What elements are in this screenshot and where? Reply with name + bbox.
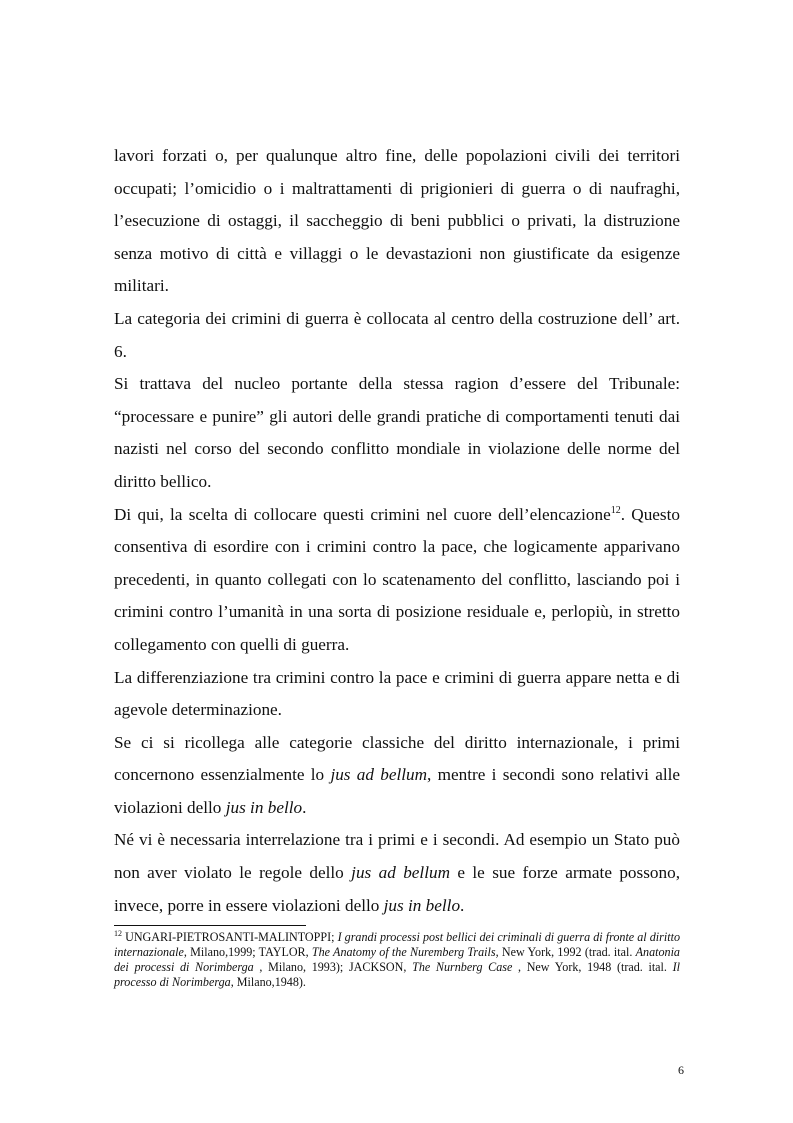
text-run: Si trattava del nucleo portante della stessa ragion d’essere del Tribunale: “processare e punire” gli autori delle grandi pratiche di comportamenti tenuti dai nazisti nel corso del secondo conflitto mondiale in violazione delle norme del diritto bellico.: [114, 374, 680, 491]
text-run: e le sue forze armate possono, invece, porre in essere violazioni dello: [114, 863, 680, 915]
body-text: [114, 140, 680, 922]
text-run: lavori forzati o, per qualunque altro fine, delle popolazioni civili dei territori occupati; l’omicidio o i maltrattamenti di prigionieri di guerra o di naufraghi, l’esecuzione di ostaggi, il saccheggio di beni pubblici o privati, la distruzione senza motivo di città e villaggi o le devastazioni non giustificate da esigenze militari.: [114, 146, 680, 296]
body-paragraph: [114, 824, 680, 922]
text-run: , Milano, 1993); JACKSON,: [253, 960, 413, 974]
text-run: New York, 1992 (trad. ital.: [498, 945, 636, 959]
italic-term: jus ad bellum: [330, 765, 428, 785]
text-run: , mentre i secondi sono relativi alle violazioni dello: [114, 765, 681, 817]
text-run: La differenziazione tra crimini contro la pace e crimini di guerra appare netta e di agevole determinazione.: [114, 667, 680, 720]
text-run: . Questo consentiva di esordire con i crimini contro la pace, che logicamente apparivano precedenti, in quanto collegati con lo scatenamento del conflitto, lasciando poi i crimini contro l’umanità in una sorta di posizione residuale e, perlopiù, in stretto collegamento con quelli di guerra.: [114, 504, 680, 654]
italic-term: jus in bello: [225, 797, 303, 817]
body-paragraph: [114, 662, 680, 727]
text-run: Se ci si ricollega alle categorie classiche del diritto internazionale, i primi concernono essenzialmente lo: [114, 732, 680, 785]
text-run: .: [460, 895, 465, 915]
italic-term: I grandi processi post bellici dei criminali di guerra di fronte al diritto internazionale: [114, 930, 680, 959]
italic-term: jus ad bellum: [351, 863, 450, 883]
text-run: , Milano,1948).: [230, 975, 306, 989]
text-run: , New York, 1948 (trad. ital.: [512, 960, 673, 974]
footnote-reference: 12: [610, 504, 621, 516]
italic-term: Anatonia dei processi di Norimberga: [114, 945, 680, 974]
footnote-reference: 12: [114, 929, 122, 938]
footnote-12: [114, 930, 680, 990]
text-run: La categoria dei crimini di guerra è collocata al centro della costruzione dell’ art. 6.: [114, 308, 680, 361]
body-paragraph: [114, 303, 680, 368]
italic-term: jus in bello: [383, 895, 461, 915]
text-run: , Milano,1999; TAYLOR,: [183, 945, 312, 959]
italic-term: The Nurnberg Case: [412, 960, 513, 974]
text-run: .: [302, 797, 307, 817]
text-run: UNGARI-PIETROSANTI-MALINTOPPI;: [122, 930, 338, 944]
text-run: Di qui, la scelta di collocare questi crimini nel cuore dell’elencazione: [114, 504, 611, 524]
page-number: 6: [678, 1063, 684, 1077]
italic-term: The Anatomy of the Nuremberg Trails,: [311, 945, 499, 959]
body-paragraph: [114, 368, 680, 498]
text-run: Né vi è necessaria interrelazione tra i primi e i secondi. Ad esempio un Stato può non aver violato le regole dello: [114, 830, 680, 883]
body-paragraph: [114, 727, 680, 825]
body-paragraph: [114, 140, 680, 303]
footnote-separator: [114, 925, 306, 926]
body-paragraph: [114, 499, 680, 662]
italic-term: Il processo di Norimberga: [114, 960, 680, 989]
